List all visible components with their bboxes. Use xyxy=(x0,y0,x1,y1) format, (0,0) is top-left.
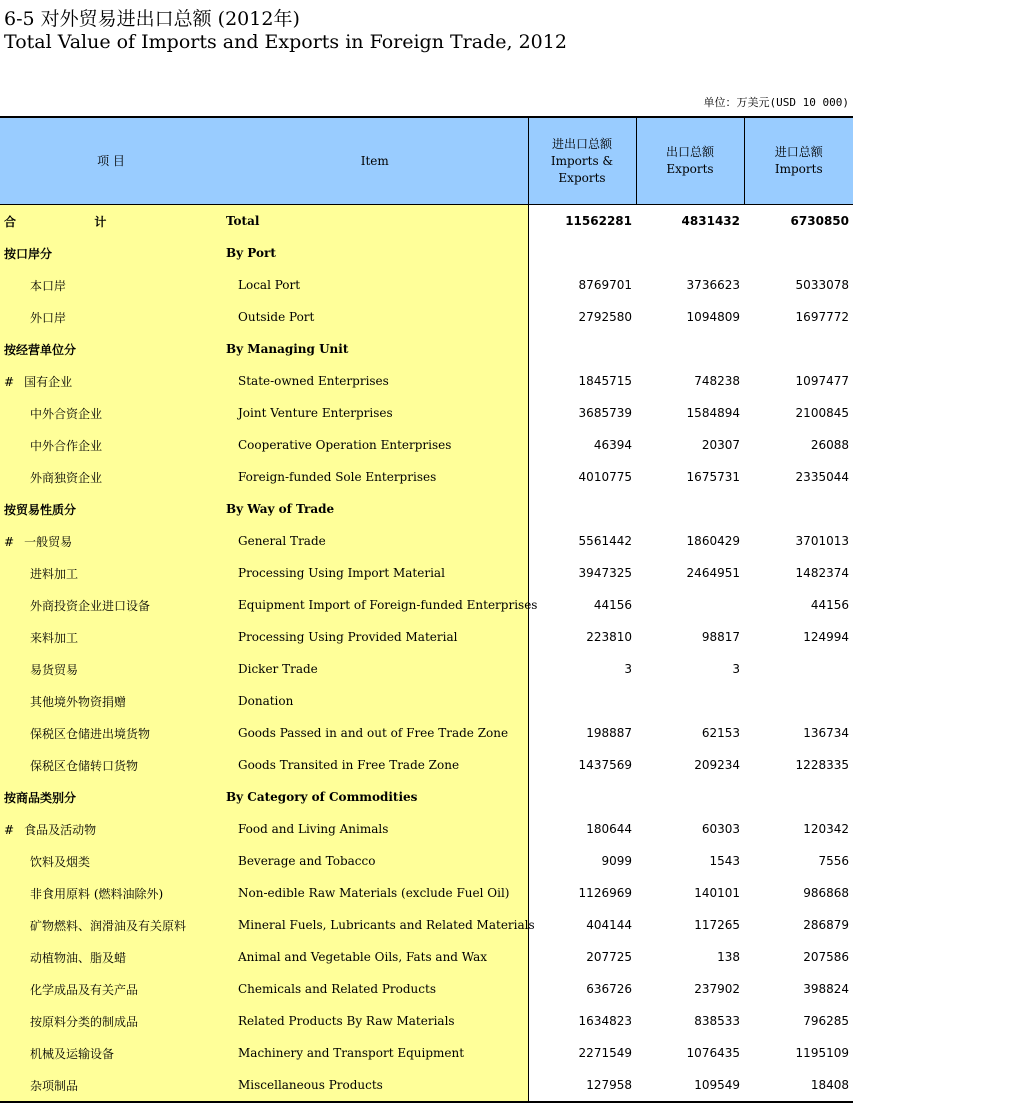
row-label-cn: 矿物燃料、润滑油及有关原料 xyxy=(30,918,187,933)
row-label-en: Donation xyxy=(238,694,294,708)
row-label-en: Local Port xyxy=(238,278,301,292)
row-total: 5561442 xyxy=(528,525,636,557)
row-label-cn: 中外合资企业 xyxy=(30,406,103,421)
row-imports: 2335044 xyxy=(795,470,849,484)
row-label-en: Goods Passed in and out of Free Trade Zone xyxy=(238,726,509,740)
header-total xyxy=(528,117,636,205)
row-exports: 3736623 xyxy=(686,278,740,292)
row-imports xyxy=(744,493,853,525)
row-label-cn: 饮料及烟类 xyxy=(30,854,91,869)
row-cn xyxy=(0,973,222,1005)
row-total: 11562281 xyxy=(528,205,636,238)
row-exports: 3 xyxy=(732,662,740,676)
row-label-cn: 进料加工 xyxy=(30,566,79,581)
row-exports: 1860429 xyxy=(686,534,740,548)
row-imports: 120342 xyxy=(803,822,849,836)
row-en xyxy=(222,301,528,333)
row-exports: 1584894 xyxy=(686,406,740,420)
row-cn xyxy=(0,589,222,621)
table-title-chinese: 6-5 对外贸易进出口总额 (2012年) xyxy=(4,8,300,30)
row-label-cn: 按口岸分 xyxy=(4,246,53,261)
row-label-en: Cooperative Operation Enterprises xyxy=(238,438,452,452)
row-cn xyxy=(0,429,222,461)
row-en xyxy=(222,333,528,365)
row-total: 404144 xyxy=(528,909,636,941)
row-imports xyxy=(744,781,853,813)
row-total xyxy=(528,781,636,813)
row-imports xyxy=(744,237,853,269)
row-label-cn: 外商独资企业 xyxy=(30,470,103,485)
table-row xyxy=(0,301,853,333)
row-total: 9099 xyxy=(528,845,636,877)
row-total: 1845715 xyxy=(528,365,636,397)
row-imports: 6730850 xyxy=(790,214,849,228)
row-cn xyxy=(0,461,222,493)
row-total: 46394 xyxy=(528,429,636,461)
row-cn xyxy=(0,237,222,269)
row-total xyxy=(528,237,636,269)
row-total: 223810 xyxy=(528,621,636,653)
row-label-cn: 中外合作企业 xyxy=(30,438,103,453)
header-exports-cn: 出口总额 xyxy=(665,145,714,159)
row-en xyxy=(222,1069,528,1102)
row-imports: 286879 xyxy=(803,918,849,932)
row-en xyxy=(222,1005,528,1037)
row-imports: 1195109 xyxy=(795,1046,849,1060)
row-en xyxy=(222,653,528,685)
table-row xyxy=(0,909,853,941)
table-row xyxy=(0,653,853,685)
row-imports xyxy=(744,653,853,685)
row-cn xyxy=(0,941,222,973)
row-total: 198887 xyxy=(528,717,636,749)
row-exports: 1675731 xyxy=(686,470,740,484)
total-cn-b: 计 xyxy=(94,214,107,229)
row-exports: 1543 xyxy=(709,854,740,868)
table-row xyxy=(0,621,853,653)
table-row xyxy=(0,397,853,429)
row-en xyxy=(222,1037,528,1069)
table-row xyxy=(0,461,853,493)
header-exports-en: Exports xyxy=(666,162,714,176)
header-item-cn: 项 目 xyxy=(0,117,222,205)
row-label-cn: 其他境外物资捐赠 xyxy=(30,694,127,709)
row-label-cn: 食品及活动物 xyxy=(24,822,97,837)
row-imports: 2100845 xyxy=(795,406,849,420)
row-en xyxy=(222,269,528,301)
row-label-en: Beverage and Tobacco xyxy=(238,854,376,868)
table-row xyxy=(0,685,853,717)
row-label-en: State-owned Enterprises xyxy=(238,374,389,388)
table-row xyxy=(0,429,853,461)
row-imports: 7556 xyxy=(818,854,849,868)
row-cn xyxy=(0,909,222,941)
row-imports: 207586 xyxy=(803,950,849,964)
row-label-en: Chemicals and Related Products xyxy=(238,982,436,996)
row-total: 3685739 xyxy=(528,397,636,429)
header-total-en1: Imports & xyxy=(550,153,614,168)
row-exports: 117265 xyxy=(694,918,740,932)
row-total: 1126969 xyxy=(528,877,636,909)
row-total: 2271549 xyxy=(528,1037,636,1069)
row-en xyxy=(222,845,528,877)
row-total: 180644 xyxy=(528,813,636,845)
row-label-cn: 非食用原料 (燃料油除外) xyxy=(30,886,164,901)
table-row xyxy=(0,749,853,781)
row-label-cn: 动植物油、脂及蜡 xyxy=(30,950,127,965)
header-item-en: Item xyxy=(222,117,528,205)
header-exports xyxy=(636,117,744,205)
row-exports xyxy=(636,781,744,813)
table-row xyxy=(0,365,853,397)
table-row xyxy=(0,493,853,525)
total-cn-a: 合 xyxy=(4,214,17,229)
row-label-cn: 机械及运输设备 xyxy=(30,1046,115,1061)
row-exports xyxy=(636,493,744,525)
row-exports: 138 xyxy=(717,950,740,964)
row-total: 3 xyxy=(528,653,636,685)
row-en xyxy=(222,589,538,621)
row-label-cn: 杂项制品 xyxy=(30,1078,79,1093)
row-label-en: Dicker Trade xyxy=(238,662,318,676)
row-prefix: # xyxy=(4,374,15,389)
row-label-en: By Way of Trade xyxy=(226,502,335,516)
header-imports-en: Imports xyxy=(774,162,823,176)
row-exports: 60303 xyxy=(701,822,740,836)
unit-note: 单位：万美元(USD 10 000) xyxy=(703,96,849,109)
row-cn xyxy=(0,621,222,653)
row-cn xyxy=(0,493,222,525)
table-row xyxy=(0,1069,853,1102)
row-exports: 209234 xyxy=(694,758,740,772)
row-cn xyxy=(0,685,222,717)
row-cn xyxy=(0,877,222,909)
row-en xyxy=(222,909,535,941)
row-label-en: Non-edible Raw Materials (exclude Fuel Oil) xyxy=(238,886,510,900)
row-label-cn: 一般贸易 xyxy=(24,534,73,549)
row-label-en: By Port xyxy=(226,246,276,260)
header-row xyxy=(0,117,853,205)
row-label-en: Equipment Import of Foreign-funded Enterprises xyxy=(238,598,538,612)
table-row xyxy=(0,589,853,621)
row-label-cn: 化学成品及有关产品 xyxy=(30,982,139,997)
row-exports: 1076435 xyxy=(686,1046,740,1060)
table-row xyxy=(0,525,853,557)
row-cn xyxy=(0,717,222,749)
row-cn xyxy=(0,1069,222,1102)
row-total: 4010775 xyxy=(528,461,636,493)
table-row xyxy=(0,269,853,301)
row-label-cn: 按经营单位分 xyxy=(4,342,77,357)
row-exports: 140101 xyxy=(694,886,740,900)
table-row xyxy=(0,941,853,973)
row-label-en: Processing Using Import Material xyxy=(238,566,445,580)
row-total: 1634823 xyxy=(528,1005,636,1037)
row-exports: 62153 xyxy=(701,726,740,740)
row-cn xyxy=(0,365,222,397)
table-row xyxy=(0,237,853,269)
row-label-en: Machinery and Transport Equipment xyxy=(238,1046,465,1060)
row-imports: 124994 xyxy=(803,630,849,644)
row-imports: 5033078 xyxy=(795,278,849,292)
row-label-cn: 国有企业 xyxy=(24,374,73,389)
row-label-en: Animal and Vegetable Oils, Fats and Wax xyxy=(238,950,488,964)
table-row xyxy=(0,1037,853,1069)
row-cn xyxy=(0,781,222,813)
row-label-cn: 易货贸易 xyxy=(30,662,79,677)
row-imports xyxy=(744,333,853,365)
row-total: 207725 xyxy=(528,941,636,973)
row-en xyxy=(222,813,528,845)
row-cn xyxy=(0,845,222,877)
row-exports: 237902 xyxy=(694,982,740,996)
row-cn xyxy=(0,1005,222,1037)
row-en xyxy=(222,941,528,973)
row-exports xyxy=(636,333,744,365)
row-label-en: Processing Using Provided Material xyxy=(238,630,458,644)
row-exports xyxy=(636,685,744,717)
row-imports: 796285 xyxy=(803,1014,849,1028)
row-imports: 136734 xyxy=(803,726,849,740)
table-row xyxy=(0,845,853,877)
row-imports: 26088 xyxy=(810,438,849,452)
row-cn xyxy=(0,1037,222,1069)
table-row xyxy=(0,813,853,845)
header-total-cn: 进出口总额 xyxy=(551,136,612,151)
row-label-cn: 保税区仓储转口货物 xyxy=(30,758,139,773)
row-exports: 98817 xyxy=(701,630,740,644)
header-imports-cn: 进口总额 xyxy=(774,145,823,159)
row-cn xyxy=(0,397,222,429)
trade-table xyxy=(0,116,853,1103)
row-exports: 109549 xyxy=(694,1078,740,1092)
row-en: Total xyxy=(222,205,528,238)
row-label-en: Miscellaneous Products xyxy=(238,1078,383,1092)
row-label-en: Foreign-funded Sole Enterprises xyxy=(238,470,437,484)
row-en xyxy=(222,429,528,461)
row-prefix: # xyxy=(4,822,15,837)
row-cn xyxy=(0,525,222,557)
row-total: 3947325 xyxy=(528,557,636,589)
row-en xyxy=(222,237,528,269)
row-total: 636726 xyxy=(528,973,636,1005)
row-total: 1437569 xyxy=(528,749,636,781)
table-row xyxy=(0,557,853,589)
row-cn xyxy=(0,269,222,301)
row-label-en: Joint Venture Enterprises xyxy=(238,406,393,420)
row-cn xyxy=(0,813,222,845)
table-row xyxy=(0,333,853,365)
header-total-en2: Exports xyxy=(558,170,606,185)
row-imports: 44156 xyxy=(810,598,849,612)
row-label-cn: 按商品类别分 xyxy=(4,790,77,805)
row-label-en: General Trade xyxy=(238,534,326,548)
row-en xyxy=(222,493,528,525)
row-imports: 1097477 xyxy=(795,374,849,388)
row-cn xyxy=(0,333,222,365)
row-label-cn: 本口岸 xyxy=(30,278,67,293)
row-label-cn: 按原料分类的制成品 xyxy=(30,1014,139,1029)
row-en xyxy=(222,365,528,397)
row-total xyxy=(528,333,636,365)
row-label-en: Food and Living Animals xyxy=(238,822,389,836)
row-label-en: Outside Port xyxy=(238,310,315,324)
row-exports xyxy=(636,237,744,269)
row-exports: 2464951 xyxy=(686,566,740,580)
row-imports: 1228335 xyxy=(795,758,849,772)
row-label-cn: 按贸易性质分 xyxy=(4,502,77,517)
row-imports: 1697772 xyxy=(795,310,849,324)
row-total: 8769701 xyxy=(528,269,636,301)
row-cn xyxy=(0,653,222,685)
row-total xyxy=(528,685,636,717)
row-label-cn: 外商投资企业进口设备 xyxy=(30,598,151,613)
row-en xyxy=(222,877,528,909)
row-en xyxy=(222,461,528,493)
row-total: 2792580 xyxy=(528,301,636,333)
row-en xyxy=(222,781,528,813)
row-prefix: # xyxy=(4,534,15,549)
row-label-cn: 来料加工 xyxy=(30,630,79,645)
row-imports: 986868 xyxy=(803,886,849,900)
row-cn xyxy=(0,749,222,781)
row-total xyxy=(528,493,636,525)
row-cn xyxy=(0,557,222,589)
table-row-total xyxy=(0,205,853,238)
row-exports xyxy=(636,589,744,621)
row-label-en: Mineral Fuels, Lubricants and Related Materials xyxy=(238,918,535,932)
row-en xyxy=(222,685,528,717)
row-exports: 748238 xyxy=(694,374,740,388)
row-en xyxy=(222,973,528,1005)
table-row xyxy=(0,877,853,909)
row-exports: 1094809 xyxy=(686,310,740,324)
table-row xyxy=(0,973,853,1005)
row-total: 44156 xyxy=(528,589,636,621)
table-row xyxy=(0,1005,853,1037)
row-exports: 838533 xyxy=(694,1014,740,1028)
row-exports: 4831432 xyxy=(681,214,740,228)
row-imports: 398824 xyxy=(803,982,849,996)
row-exports: 20307 xyxy=(701,438,740,452)
row-label-cn: 保税区仓储进出境货物 xyxy=(30,726,151,741)
row-imports: 1482374 xyxy=(795,566,849,580)
row-label-en: Related Products By Raw Materials xyxy=(238,1014,455,1028)
table-row xyxy=(0,781,853,813)
header-imports xyxy=(744,117,853,205)
row-en xyxy=(222,717,528,749)
row-label-en: By Managing Unit xyxy=(226,342,349,356)
row-en xyxy=(222,749,528,781)
row-cn xyxy=(0,301,222,333)
row-en xyxy=(222,525,528,557)
row-imports: 18408 xyxy=(810,1078,849,1092)
row-en xyxy=(222,557,528,589)
row-total: 127958 xyxy=(528,1069,636,1102)
table-title-english: Total Value of Imports and Exports in Foreign Trade, 2012 xyxy=(4,31,567,53)
row-imports xyxy=(744,685,853,717)
row-label-cn: 外口岸 xyxy=(30,310,67,325)
table-row xyxy=(0,717,853,749)
row-cn xyxy=(0,205,222,238)
row-en xyxy=(222,621,528,653)
row-label-en: By Category of Commodities xyxy=(226,790,418,804)
row-imports: 3701013 xyxy=(795,534,849,548)
row-label-en: Goods Transited in Free Trade Zone xyxy=(238,758,460,772)
row-en xyxy=(222,397,528,429)
